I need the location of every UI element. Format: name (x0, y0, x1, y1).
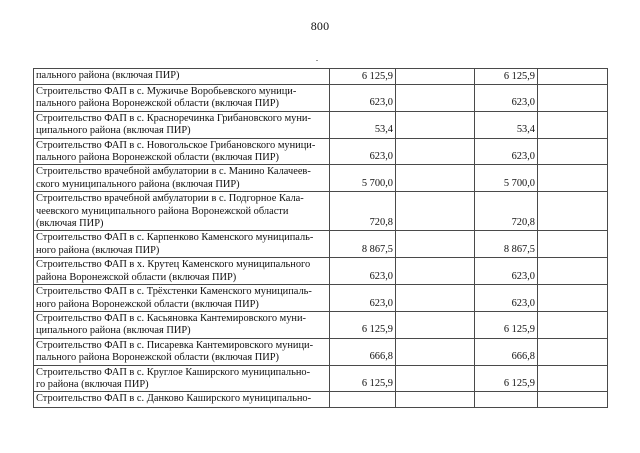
amount-empty-col (538, 258, 608, 285)
description-line: пального района Воронежской области (включая ПИР) (36, 98, 279, 110)
amount-total: 666,8 (330, 338, 396, 365)
description-line: Строительство ФАП в с. Круглое Каширского муниципально- (36, 366, 311, 378)
amount-empty-col (538, 231, 608, 258)
amount-federal: 8 867,5 (475, 231, 538, 258)
row-description (34, 311, 330, 338)
description-line: Строительство врачебной амбулатории в с. Манино Калачеев- (36, 166, 311, 178)
amount-total: 623,0 (330, 258, 396, 285)
amount-empty-col (396, 111, 475, 138)
amount-empty-col (396, 285, 475, 312)
amount-total: 6 125,9 (330, 311, 396, 338)
description-line: Строительство ФАП в с. Красноречинка Грибановского муни- (36, 112, 311, 124)
amount-federal: 623,0 (475, 258, 538, 285)
description-line: Строительство ФАП в с. Карпенково Каменского муниципаль- (36, 232, 314, 244)
row-description (34, 258, 330, 285)
row-description (34, 69, 330, 85)
amount-total: 53,4 (330, 111, 396, 138)
table-row (34, 392, 608, 408)
amount-empty-col (396, 231, 475, 258)
description-line: ципального района (включая ПИР) (36, 125, 191, 137)
budget-table (33, 68, 608, 408)
description-line: ципального района (включая ПИР) (36, 325, 191, 337)
description-line: ского муниципального района (включая ПИР) (36, 178, 240, 190)
amount-empty-col (396, 138, 475, 165)
table-row (34, 85, 608, 112)
table-row (34, 69, 608, 85)
amount-total: 6 125,9 (330, 69, 396, 85)
amount-total: 8 867,5 (330, 231, 396, 258)
scan-artifact (316, 60, 318, 61)
amount-empty-col (396, 392, 475, 408)
table-row (34, 111, 608, 138)
table-row (34, 138, 608, 165)
row-description (34, 111, 330, 138)
description-line: Строительство ФАП в с. Касьяновка Кантемировского муни- (36, 312, 307, 324)
amount-federal: 720,8 (475, 192, 538, 231)
amount-empty-col (538, 69, 608, 85)
amount-federal: 666,8 (475, 338, 538, 365)
amount-empty-col (396, 365, 475, 392)
description-line: пального района Воронежской области (включая ПИР) (36, 352, 279, 364)
description-line: Строительство врачебной амбулатории в с. Подгорное Кала- (36, 193, 304, 205)
description-line: ного района (включая ПИР) (36, 244, 160, 256)
amount-empty-col (396, 69, 475, 85)
row-description (34, 392, 330, 408)
table-row (34, 231, 608, 258)
amount-empty-col (538, 285, 608, 312)
description-line: района Воронежской области (включая ПИР) (36, 271, 237, 283)
amount-total: 720,8 (330, 192, 396, 231)
description-line: (включая ПИР) (36, 218, 104, 230)
amount-empty-col (538, 138, 608, 165)
amount-empty-col (538, 192, 608, 231)
row-description (34, 338, 330, 365)
amount-federal: 623,0 (475, 85, 538, 112)
row-description (34, 165, 330, 192)
description-line: Строительство ФАП в с. Трёхстенки Каменского муниципаль- (36, 286, 312, 298)
amount-empty-col (538, 365, 608, 392)
amount-federal (475, 392, 538, 408)
budget-table-body (34, 69, 608, 408)
amount-empty-col (538, 111, 608, 138)
row-description (34, 192, 330, 231)
amount-total: 6 125,9 (330, 365, 396, 392)
amount-federal: 53,4 (475, 111, 538, 138)
description-line: чеевского муниципального района Воронежской области (36, 205, 289, 217)
description-line: Строительство ФАП в с. Мужичье Воробьевского муници- (36, 86, 297, 97)
table-row (34, 338, 608, 365)
amount-empty-col (396, 165, 475, 192)
amount-federal: 623,0 (475, 138, 538, 165)
amount-empty-col (396, 311, 475, 338)
amount-empty-col (538, 392, 608, 408)
table-row (34, 258, 608, 285)
description-line: Строительство ФАП в х. Крутец Каменского муниципального (36, 259, 311, 271)
description-line: Строительство ФАП в с. Данково Каширского муниципально- (36, 393, 312, 405)
description-line: Строительство ФАП в с. Писаревка Кантемировского муници- (36, 339, 314, 351)
amount-federal: 5 700,0 (475, 165, 538, 192)
row-description (34, 231, 330, 258)
description-line: пального района (включая ПИР) (36, 70, 180, 81)
amount-empty-col (538, 165, 608, 192)
table-row (34, 192, 608, 231)
amount-total: 5 700,0 (330, 165, 396, 192)
amount-federal: 623,0 (475, 285, 538, 312)
description-line: Строительство ФАП в с. Новогольское Грибановского муници- (36, 139, 316, 151)
table-row (34, 311, 608, 338)
table-row (34, 285, 608, 312)
amount-empty-col (538, 338, 608, 365)
table-row (34, 365, 608, 392)
amount-empty-col (396, 338, 475, 365)
amount-federal: 6 125,9 (475, 311, 538, 338)
table-row (34, 165, 608, 192)
amount-empty-col (538, 311, 608, 338)
amount-total: 623,0 (330, 285, 396, 312)
amount-total: 623,0 (330, 85, 396, 112)
row-description (34, 365, 330, 392)
row-description (34, 85, 330, 112)
amount-federal: 6 125,9 (475, 69, 538, 85)
amount-empty-col (538, 85, 608, 112)
amount-federal: 6 125,9 (475, 365, 538, 392)
description-line: ного района Воронежской области (включая ПИР) (36, 298, 259, 310)
amount-empty-col (396, 258, 475, 285)
amount-empty-col (396, 85, 475, 112)
row-description (34, 285, 330, 312)
row-description (34, 138, 330, 165)
description-line: го района (включая ПИР) (36, 378, 149, 390)
amount-total (330, 392, 396, 408)
amount-empty-col (396, 192, 475, 231)
description-line: пального района Воронежской области (включая ПИР) (36, 152, 279, 164)
amount-total: 623,0 (330, 138, 396, 165)
page-number: 800 (310, 19, 330, 33)
